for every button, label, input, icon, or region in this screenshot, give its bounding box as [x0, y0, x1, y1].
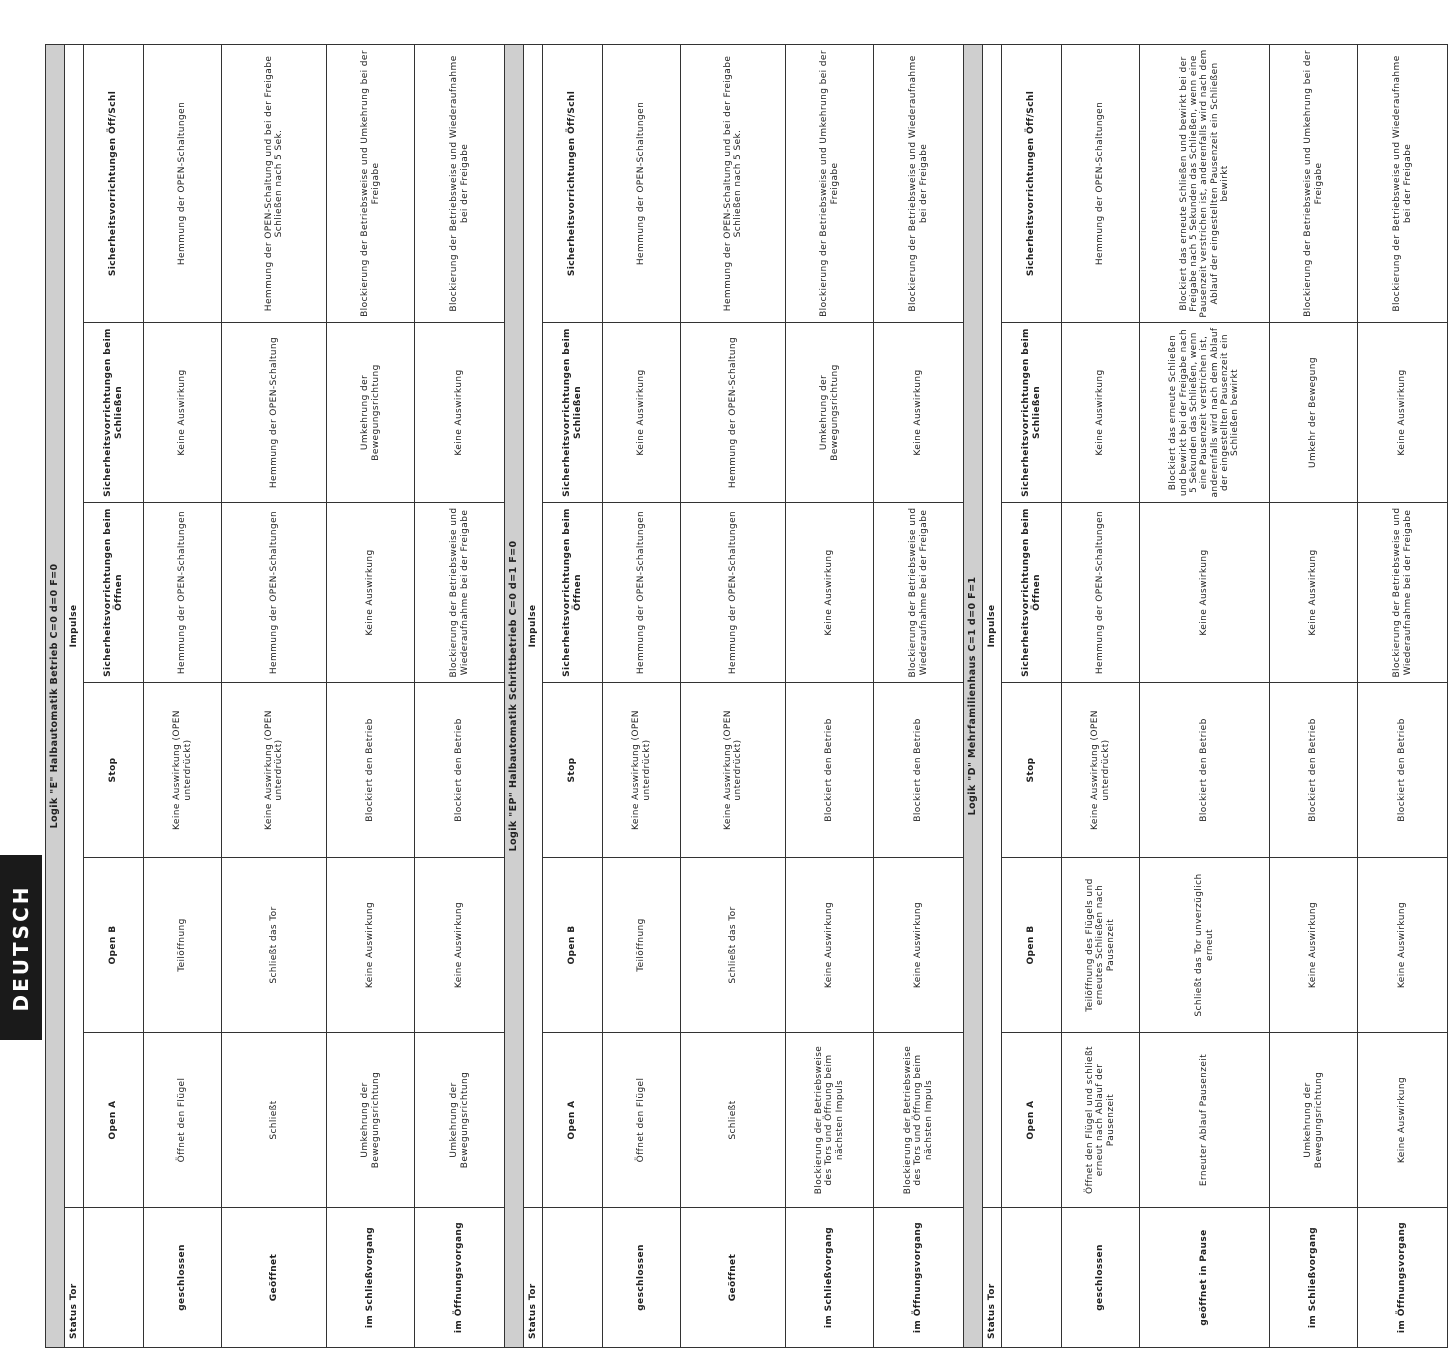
stop-cell: Blockiert den Betrieb	[1270, 683, 1358, 858]
open-b-header: Open B	[1002, 858, 1062, 1033]
stop-header: Stop	[84, 683, 144, 858]
impulse-header-row	[65, 44, 84, 1347]
safety-open-cell: Hemmung der OPEN-Schaltungen	[681, 503, 786, 683]
safety-close-cell: Umkehrung der Bewegungsrichtung	[786, 323, 874, 503]
open-b-cell: Teilöffnung	[144, 858, 222, 1033]
stop-cell: Blockiert den Betrieb	[1358, 683, 1448, 858]
status-blank	[543, 1208, 603, 1348]
safety-openclose-cell: Blockierung der Betriebsweise und Wiederaufnahme bei der Freigabe	[415, 44, 505, 322]
open-b-cell: Teilöffnung des Flügels und erneutes Schließen nach Pausenzeit	[1062, 858, 1140, 1033]
status-cell: geschlossen	[603, 1208, 681, 1348]
safety-openclose-cell: Hemmung der OPEN-Schaltungen	[603, 44, 681, 322]
open-b-header: Open B	[543, 858, 603, 1033]
stop-header: Stop	[543, 683, 603, 858]
stop-cell: Keine Auswirkung (OPEN unterdrückt)	[144, 683, 222, 858]
stop-header: Stop	[1002, 683, 1062, 858]
section-title-row	[964, 44, 983, 1347]
safety-close-cell: Keine Auswirkung	[603, 323, 681, 503]
open-b-cell: Keine Auswirkung	[1270, 858, 1358, 1033]
safety-openclose-cell: Blockierung der Betriebsweise und Umkehrung bei der Freigabe	[327, 44, 415, 322]
safety-openclose-cell: Blockierung der Betriebsweise und Umkehrung bei der Freigabe	[1270, 44, 1358, 322]
stop-cell: Blockiert den Betrieb	[874, 683, 964, 858]
open-a-cell: Blockierung der Betriebsweise des Tors und Öffnung beim nächsten Impuls	[874, 1033, 964, 1208]
open-a-cell: Öffnet den Flügel	[603, 1033, 681, 1208]
open-a-cell: Öffnet den Flügel	[144, 1033, 222, 1208]
safety-open-header: Sicherheitsvorrichtungen beim Öffnen	[1002, 503, 1062, 683]
safety-openclose-cell: Hemmung der OPEN-Schaltung und bei der Freigabe Schließen nach 5 Sek.	[681, 44, 786, 322]
open-a-cell: Öffnet den Flügel und schließt erneut nach Ablauf der Pausenzeit	[1062, 1033, 1140, 1208]
safety-close-cell: Umkehrung der Bewegungsrichtung	[327, 323, 415, 503]
safety-openclose-cell: Blockierung der Betriebsweise und Umkehrung bei der Freigabe	[786, 44, 874, 322]
safety-openclose-cell: Hemmung der OPEN-Schaltungen	[144, 44, 222, 322]
open-a-cell: Umkehrung der Bewegungsrichtung	[1270, 1033, 1358, 1208]
safety-close-cell: Keine Auswirkung	[144, 323, 222, 503]
safety-open-cell: Keine Auswirkung	[1270, 503, 1358, 683]
open-b-cell: Keine Auswirkung	[327, 858, 415, 1033]
open-a-header: Open A	[543, 1033, 603, 1208]
table-row	[603, 44, 681, 1347]
safety-open-cell: Keine Auswirkung	[327, 503, 415, 683]
section-title-row	[505, 44, 524, 1347]
impulse-header: Impulse	[524, 44, 543, 1207]
safety-open-cell: Blockierung der Betriebsweise und Wiederaufnahme bei der Freigabe	[874, 503, 964, 683]
impulse-header: Impulse	[65, 44, 84, 1207]
safety-close-cell: Hemmung der OPEN-Schaltung	[681, 323, 786, 503]
safety-openclose-header: Sicherheitsvorrichtungen Öff/Schl	[84, 44, 144, 322]
open-b-cell: Keine Auswirkung	[786, 858, 874, 1033]
open-a-cell: Erneuter Ablauf Pausenzeit	[1140, 1033, 1270, 1208]
stop-cell: Blockiert den Betrieb	[786, 683, 874, 858]
safety-close-header: Sicherheitsvorrichtungen beim Schließen	[1002, 323, 1062, 503]
open-a-cell: Blockierung der Betriebsweise des Tors und Öffnung beim nächsten Impuls	[786, 1033, 874, 1208]
status-cell: Geöffnet	[681, 1208, 786, 1348]
table-row	[1358, 44, 1448, 1347]
open-b-cell: Keine Auswirkung	[874, 858, 964, 1033]
open-b-cell: Schließt das Tor	[222, 858, 327, 1033]
stop-cell: Keine Auswirkung (OPEN unterdrückt)	[1062, 683, 1140, 858]
open-b-cell: Teilöffnung	[603, 858, 681, 1033]
open-a-header: Open A	[84, 1033, 144, 1208]
status-cell: im Öffnungsvorgang	[1358, 1208, 1448, 1348]
column-header-row	[84, 44, 144, 1347]
logic-table	[45, 44, 1448, 1348]
table-row	[1140, 44, 1270, 1347]
stop-cell: Keine Auswirkung (OPEN unterdrückt)	[222, 683, 327, 858]
safety-open-cell: Blockierung der Betriebsweise und Wiederaufnahme bei der Freigabe	[415, 503, 505, 683]
open-a-cell: Umkehrung der Bewegungsrichtung	[415, 1033, 505, 1208]
status-blank	[1002, 1208, 1062, 1348]
status-blank	[84, 1208, 144, 1348]
safety-close-cell: Hemmung der OPEN-Schaltung	[222, 323, 327, 503]
status-cell: im Öffnungsvorgang	[415, 1208, 505, 1348]
open-a-header: Open A	[1002, 1033, 1062, 1208]
table-row	[415, 44, 505, 1347]
status-cell: im Öffnungsvorgang	[874, 1208, 964, 1348]
column-header-row	[1002, 44, 1062, 1347]
safety-open-cell: Keine Auswirkung	[1140, 503, 1270, 683]
status-cell: geschlossen	[1062, 1208, 1140, 1348]
column-header-row	[543, 44, 603, 1347]
stop-cell: Blockiert den Betrieb	[1140, 683, 1270, 858]
safety-open-cell: Keine Auswirkung	[786, 503, 874, 683]
safety-close-cell: Keine Auswirkung	[1062, 323, 1140, 503]
status-cell: im Schließvorgang	[786, 1208, 874, 1348]
safety-close-cell: Blockiert das erneute Schließen und bewirkt bei der Freigabe nach 5 Sekunden das Schließen, wenn eine Pausenzeit verstrichen ist, anderenfalls wird nach dem Ablauf der eingestellten Pausenzeit ein Schließen bewirkt	[1140, 323, 1270, 503]
impulse-header: Impulse	[983, 44, 1002, 1207]
safety-openclose-cell: Blockierung der Betriebsweise und Wiederaufnahme bei der Freigabe	[1358, 44, 1448, 322]
open-a-cell: Schließt	[222, 1033, 327, 1208]
safety-open-cell: Hemmung der OPEN-Schaltungen	[1062, 503, 1140, 683]
status-cell: geöffnet in Pause	[1140, 1208, 1270, 1348]
safety-open-cell: Blockierung der Betriebsweise und Wiederaufnahme bei der Freigabe	[1358, 503, 1448, 683]
logic-table-body	[46, 44, 1448, 1347]
stop-cell: Blockiert den Betrieb	[415, 683, 505, 858]
table-row	[144, 44, 222, 1347]
open-b-header: Open B	[84, 858, 144, 1033]
table-row	[1270, 44, 1358, 1347]
status-cell: Geöffnet	[222, 1208, 327, 1348]
open-a-cell: Schließt	[681, 1033, 786, 1208]
language-tab-label: DEUTSCH	[9, 884, 33, 1011]
language-tab	[0, 855, 42, 1040]
safety-openclose-header: Sicherheitsvorrichtungen Öff/Schl	[1002, 44, 1062, 322]
open-a-cell: Umkehrung der Bewegungsrichtung	[327, 1033, 415, 1208]
table-row	[222, 44, 327, 1347]
safety-close-header: Sicherheitsvorrichtungen beim Schließen	[84, 323, 144, 503]
safety-close-header: Sicherheitsvorrichtungen beim Schließen	[543, 323, 603, 503]
status-header: Status Tor	[65, 1208, 84, 1348]
table-row	[327, 44, 415, 1347]
open-b-cell: Keine Auswirkung	[1358, 858, 1448, 1033]
safety-openclose-header: Sicherheitsvorrichtungen Öff/Schl	[543, 44, 603, 322]
section-title: Logik "E" Halbautomatik Betrieb C=0 d=0 F=0	[46, 44, 65, 1347]
open-b-cell: Keine Auswirkung	[415, 858, 505, 1033]
stop-cell: Keine Auswirkung (OPEN unterdrückt)	[603, 683, 681, 858]
safety-open-header: Sicherheitsvorrichtungen beim Öffnen	[84, 503, 144, 683]
safety-openclose-cell: Hemmung der OPEN-Schaltung und bei der Freigabe Schließen nach 5 Sek.	[222, 44, 327, 322]
safety-open-cell: Hemmung der OPEN-Schaltungen	[222, 503, 327, 683]
status-cell: geschlossen	[144, 1208, 222, 1348]
status-cell: im Schließvorgang	[1270, 1208, 1358, 1348]
safety-open-cell: Hemmung der OPEN-Schaltungen	[603, 503, 681, 683]
open-b-cell: Schließt das Tor unverzüglich erneut	[1140, 858, 1270, 1033]
status-cell: im Schließvorgang	[327, 1208, 415, 1348]
safety-close-cell: Keine Auswirkung	[1358, 323, 1448, 503]
stop-cell: Keine Auswirkung (OPEN unterdrückt)	[681, 683, 786, 858]
safety-open-header: Sicherheitsvorrichtungen beim Öffnen	[543, 503, 603, 683]
logic-tables	[45, 45, 1413, 1348]
open-b-cell: Schließt das Tor	[681, 858, 786, 1033]
safety-openclose-cell: Hemmung der OPEN-Schaltungen	[1062, 44, 1140, 322]
safety-close-cell: Keine Auswirkung	[415, 323, 505, 503]
section-title-row	[46, 44, 65, 1347]
safety-openclose-cell: Blockiert das erneute Schließen und bewirkt bei der Freigabe nach 5 Sekunden das Schließen, wenn eine Pausenzeit verstrichen ist, anderenfalls wird nach dem Ablauf der eingestellten Pausenzeit ein Schließen bewirkt	[1140, 44, 1270, 322]
table-row	[1062, 44, 1140, 1347]
open-a-cell: Keine Auswirkung	[1358, 1033, 1448, 1208]
table-row	[681, 44, 786, 1347]
safety-close-cell: Keine Auswirkung	[874, 323, 964, 503]
table-row	[786, 44, 874, 1347]
stop-cell: Blockiert den Betrieb	[327, 683, 415, 858]
safety-close-cell: Umkehr der Bewegung	[1270, 323, 1358, 503]
section-title: Logik "EP" Halbautomatik Schrittbetrieb C=0 d=1 F=0	[505, 44, 524, 1347]
status-header: Status Tor	[983, 1208, 1002, 1348]
section-title: Logik "D" Mehrfamilienhaus C=1 d=0 F=1	[964, 44, 983, 1347]
status-header: Status Tor	[524, 1208, 543, 1348]
impulse-header-row	[983, 44, 1002, 1347]
safety-openclose-cell: Blockierung der Betriebsweise und Wiederaufnahme bei der Freigabe	[874, 44, 964, 322]
impulse-header-row	[524, 44, 543, 1347]
safety-open-cell: Hemmung der OPEN-Schaltungen	[144, 503, 222, 683]
table-row	[874, 44, 964, 1347]
